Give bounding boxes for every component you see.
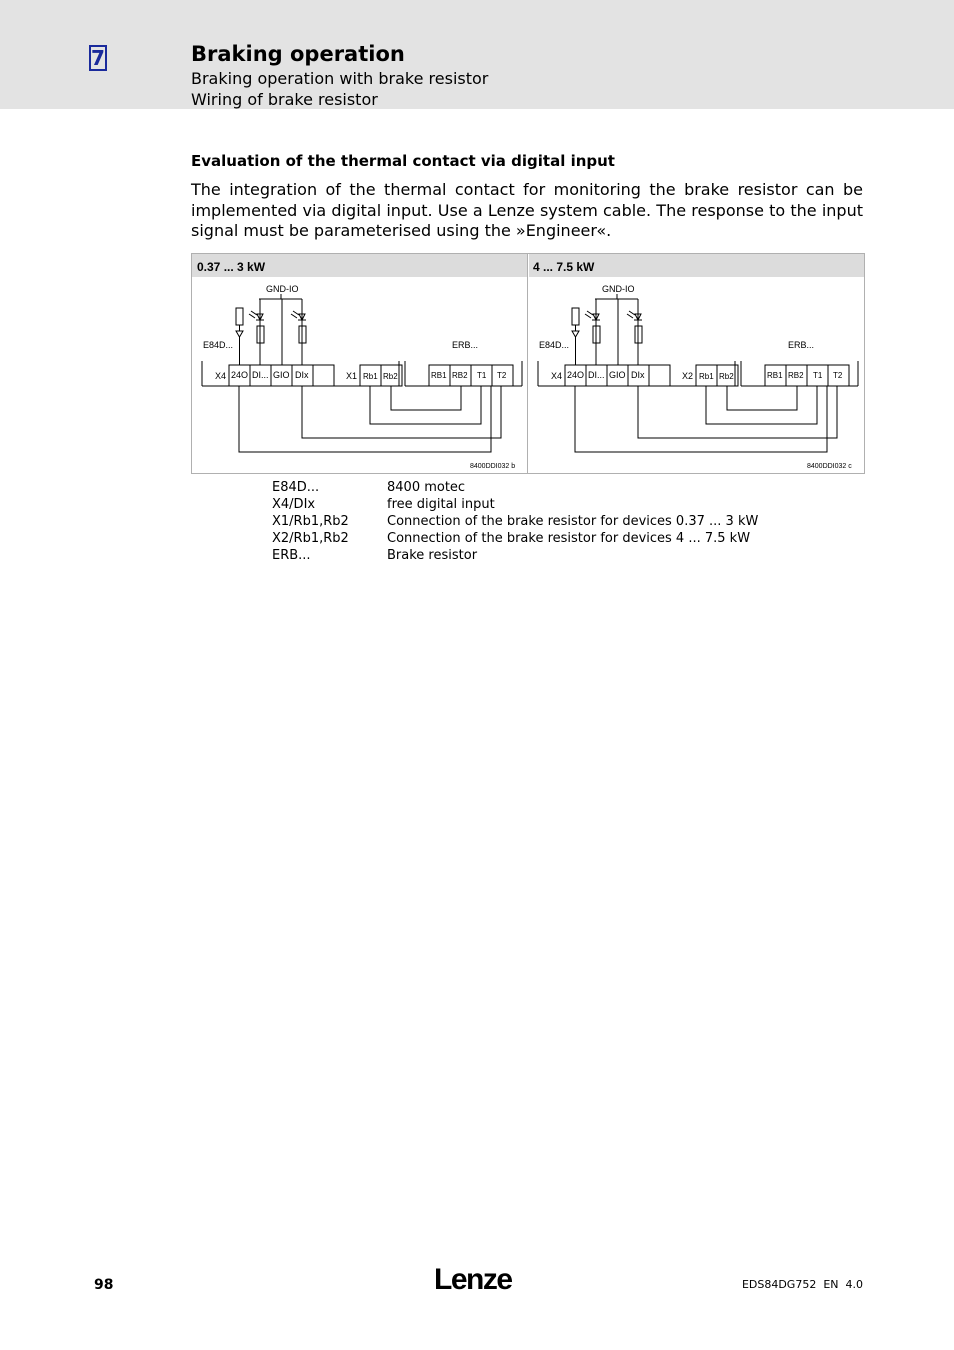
legend-row (272, 513, 758, 530)
figure-legend (272, 479, 758, 564)
terminal-label: RB2 (452, 371, 468, 380)
connector-label: X1 (346, 371, 358, 381)
legend-row (272, 496, 758, 513)
legend-key: X2/Rb1,Rb2 (272, 531, 349, 546)
terminal-label: RB1 (431, 371, 447, 380)
legend-key: ERB... (272, 548, 311, 563)
terminal-label: Rb1 (363, 372, 378, 381)
terminal-label: GIO (273, 370, 290, 380)
wiring-diagram-figure (191, 253, 865, 474)
legend-row (272, 547, 758, 564)
connector-label: X4 (551, 371, 563, 381)
legend-key: E84D... (272, 480, 320, 495)
terminal-label: Rb2 (383, 372, 398, 381)
connector-label: X2 (682, 371, 694, 381)
chapter-number-badge[interactable]: 7 (89, 45, 107, 71)
legend-row (272, 530, 758, 547)
body-paragraph: The integration of the thermal contact for monitoring the brake resistor can be implemented via digital input. Use a Lenze system cable. The response to the input signal must be parameterised using the »Engineer«. (191, 180, 863, 240)
legend-value: free digital input (387, 497, 495, 512)
terminal-label: 24O (231, 370, 249, 380)
terminal-label: GIO (609, 370, 626, 380)
terminal-label: RB1 (767, 371, 783, 380)
legend-value: 8400 motec (387, 480, 466, 495)
gnd-io-label: GND-IO (602, 284, 635, 294)
panel-title: 0.37 ... 3 kW (197, 260, 266, 274)
legend-key: X4/DIx (272, 497, 316, 512)
connector-label: X4 (215, 371, 227, 381)
document-id: EDS84DG752 EN 4.0 (741, 1278, 863, 1291)
panel-title: 4 ... 7.5 kW (533, 260, 595, 274)
lenze-logo (434, 1262, 516, 1298)
device-label: E84D... (203, 340, 234, 350)
resistor-label: ERB... (452, 340, 479, 350)
terminal-label: T1 (477, 371, 487, 380)
gnd-io-label: GND-IO (266, 284, 299, 294)
header-band (0, 0, 954, 109)
section-heading: Evaluation of the thermal contact via digital input (191, 152, 615, 170)
legend-value: Connection of the brake resistor for devices 0.37 ... 3 kW (387, 514, 759, 529)
chapter-title: Braking operation (191, 42, 405, 66)
terminal-label: T2 (497, 371, 507, 380)
page-number: 98 (94, 1277, 114, 1293)
terminal-label: DIx (631, 370, 645, 380)
terminal-label: T1 (813, 371, 823, 380)
terminal-label: DI... (252, 370, 269, 380)
terminal-label: 24O (567, 370, 585, 380)
section-subtitle: Braking operation with brake resistor (191, 69, 489, 88)
legend-value: Brake resistor (387, 548, 478, 563)
terminal-label: Rb1 (699, 372, 714, 381)
device-label: E84D... (539, 340, 570, 350)
legend-row (272, 479, 758, 496)
subsection-subtitle: Wiring of brake resistor (191, 90, 378, 109)
lenze-logo-text: Lenze (434, 1263, 512, 1294)
terminal-label: RB2 (788, 371, 804, 380)
legend-key: X1/Rb1,Rb2 (272, 514, 349, 529)
resistor-label: ERB... (788, 340, 815, 350)
figure-id: 8400DDI032 b (470, 463, 516, 470)
figure-id: 8400DDI032 c (807, 463, 852, 470)
terminal-label: T2 (833, 371, 843, 380)
terminal-label: DI... (588, 370, 605, 380)
legend-value: Connection of the brake resistor for devices 4 ... 7.5 kW (387, 531, 751, 546)
terminal-label: Rb2 (719, 372, 734, 381)
terminal-label: DIx (295, 370, 309, 380)
